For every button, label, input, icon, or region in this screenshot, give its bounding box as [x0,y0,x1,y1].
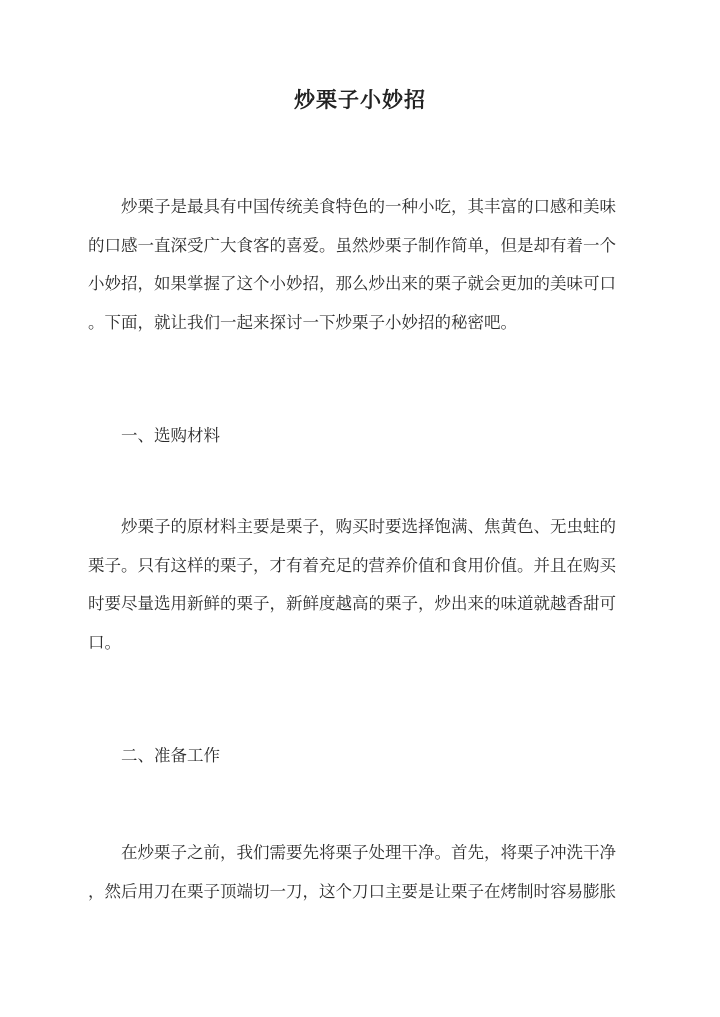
intro-line: 炒栗子是最具有中国传统美食特色的一种小吃，其丰富的口感和美味 [121,197,616,216]
materials-line: 炒栗子的原材料主要是栗子，购买时要选择饱满、焦黄色、无虫蛀的 [121,517,616,536]
section-heading-materials: 一、选购材料 [121,426,220,445]
intro-line: 。下面，就让我们一起来探讨一下炒栗子小妙招的秘密吧。 [88,312,517,332]
preparation-line: 在炒栗子之前，我们需要先将栗子处理干净。首先，将栗子冲洗干净 [121,843,616,862]
materials-line: 时要尽量选用新鲜的栗子，新鲜度越高的栗子，炒出来的味道就越香甜可 [88,594,616,613]
section-heading-preparation: 二、准备工作 [121,746,220,765]
preparation-line: ，然后用刀在栗子顶端切一刀，这个刀口主要是让栗子在烤制时容易膨胀 [88,881,616,901]
document-title: 炒栗子小妙招 [294,87,426,112]
materials-line: 栗子。只有这样的栗子，才有着充足的营养价值和食用价值。并且在购买 [88,555,616,575]
intro-line: 的口感一直深受广大食客的喜爱。虽然炒栗子制作简单，但是却有着一个 [88,235,616,255]
preparation-paragraph [88,834,633,911]
materials-line: 口。 [88,632,121,652]
materials-paragraph [88,508,633,662]
intro-paragraph [88,188,633,342]
intro-line: 小妙招，如果掌握了这个小妙招，那么炒出来的栗子就会更加的美味可口 [88,274,616,293]
